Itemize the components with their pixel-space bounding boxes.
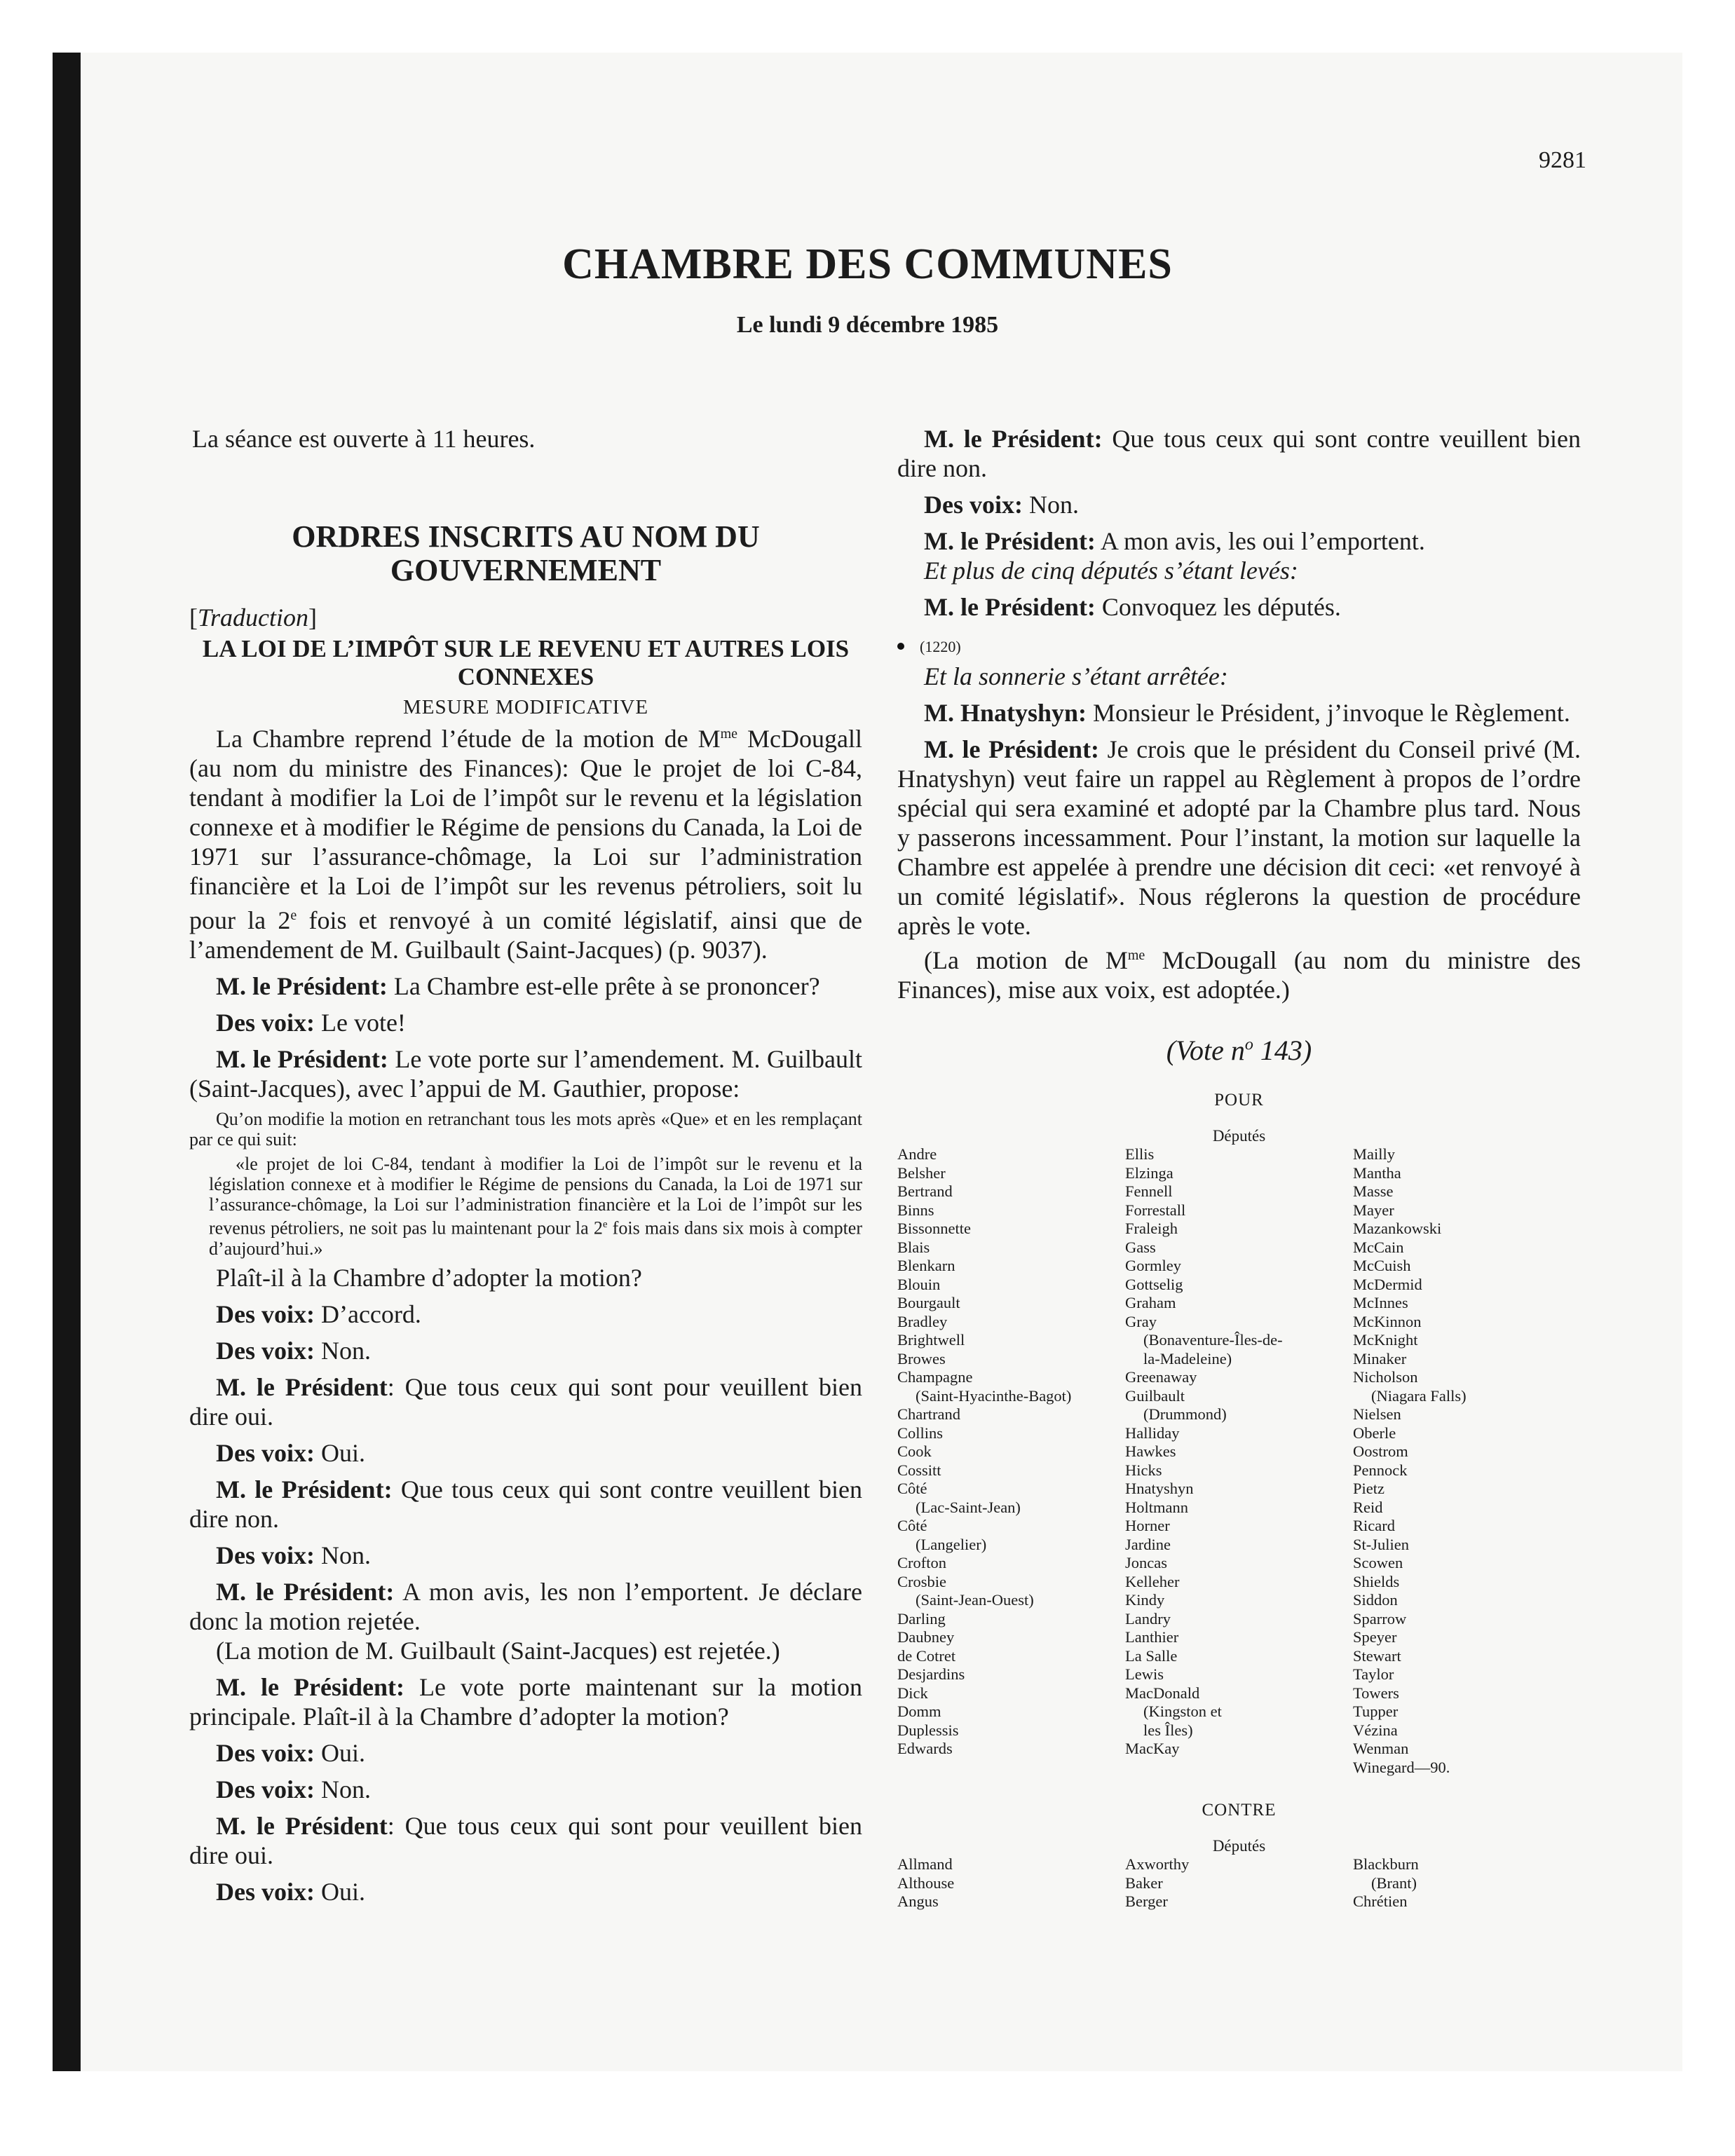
member-name: Berger: [1125, 1892, 1168, 1910]
pour-column-3: [1353, 1145, 1581, 1777]
member-name: Masse: [1353, 1182, 1394, 1200]
contre-column-1: [897, 1855, 1125, 1911]
debate-line: M. le Président: Le vote porte sur l’amendement. M. Guilbault (Saint-Jacques), avec l’appui de M. Gauthier, propose:: [189, 1045, 863, 1103]
member-name: Desjardins: [897, 1665, 965, 1683]
member-name: MacKay: [1125, 1740, 1180, 1757]
member-name: Jardine: [1125, 1535, 1171, 1553]
member-name: (Lac-Saint-Jean): [916, 1498, 1021, 1516]
timestamp: (1220): [920, 638, 961, 655]
member-name: Gormley: [1125, 1257, 1181, 1274]
member-name: (Langelier): [916, 1535, 987, 1553]
member-name: La Salle: [1125, 1646, 1178, 1665]
member-name: Graham: [1125, 1294, 1176, 1311]
member-name: Belsher: [897, 1164, 946, 1182]
member-name: (Brant): [1371, 1874, 1417, 1892]
member-name: Binns: [897, 1201, 934, 1219]
member-name: Wenman: [1353, 1740, 1409, 1757]
member-name: Scowen: [1353, 1554, 1403, 1571]
member-name: Reid: [1353, 1498, 1383, 1516]
member-name: Côté: [897, 1480, 927, 1497]
debate-line: Des voix: Non.: [924, 491, 1079, 519]
page-title: CHAMBRE DES COMMUNES: [562, 240, 1173, 288]
bullet-icon: [897, 643, 904, 650]
member-name: Holtmann: [1125, 1498, 1188, 1516]
member-name: Nielsen: [1353, 1405, 1401, 1423]
member-name: Darling: [897, 1609, 946, 1628]
member-name: Bissonnette: [897, 1220, 971, 1237]
member-name: Lewis: [1125, 1665, 1164, 1683]
member-name: Fennell: [1125, 1182, 1173, 1200]
debate-line: Des voix: Le vote!: [216, 1009, 406, 1037]
member-name: Taylor: [1353, 1665, 1394, 1683]
member-name: McCuish: [1353, 1257, 1411, 1274]
member-name: Lanthier: [1125, 1628, 1179, 1646]
member-name: (Drummond): [1143, 1405, 1227, 1423]
debate-line: Des voix: D’accord.: [216, 1299, 421, 1328]
pour-column-1: [897, 1145, 1125, 1777]
member-name: Dick: [897, 1684, 928, 1702]
pour-deputes-heading: Députés: [1212, 1127, 1266, 1145]
member-name: Cook: [897, 1442, 932, 1460]
stage-direction: Et la sonnerie s’étant arrêtée:: [924, 662, 1228, 690]
contre-heading: CONTRE: [1202, 1801, 1277, 1820]
member-name: Nicholson: [1353, 1368, 1418, 1386]
vote-title: (Vote $n^o$ 143): [1166, 1035, 1312, 1066]
debate-line: M. Hnatyshyn: Monsieur le Président, j’invoque le Règlement.: [924, 699, 1570, 727]
pour-column-2: [1125, 1145, 1353, 1777]
contre-names: [897, 1855, 1581, 1911]
member-name: Blenkarn: [897, 1257, 955, 1274]
page-number: 9281: [1539, 147, 1586, 173]
debate-line: Des voix: Non.: [216, 1336, 371, 1365]
member-name: Collins: [897, 1424, 944, 1442]
member-name: Tupper: [1353, 1703, 1399, 1720]
member-name: Halliday: [1125, 1424, 1180, 1442]
member-name: Blouin: [897, 1275, 941, 1293]
member-name: Champagne: [897, 1368, 973, 1386]
debate-line: M. le Président: Le vote porte maintenant sur la motion principale. Plaît-il à la Chambre d’adopter la motion?: [189, 1672, 862, 1731]
member-name: (Saint-Jean-Ouest): [916, 1591, 1034, 1609]
member-name: Edwards: [897, 1740, 953, 1757]
member-name: Speyer: [1353, 1628, 1397, 1646]
member-name: Mayer: [1353, 1201, 1394, 1219]
member-name: Browes: [897, 1349, 946, 1367]
member-name: MacDonald: [1125, 1684, 1200, 1702]
member-name: Pennock: [1353, 1461, 1408, 1479]
member-name: Mailly: [1353, 1145, 1395, 1163]
pour-heading: POUR: [1214, 1091, 1264, 1110]
member-name: Duplessis: [897, 1721, 959, 1739]
member-name: Bourgault: [897, 1294, 960, 1311]
amendment-result: (La motion de M. Guilbault (Saint-Jacques) est rejetée.): [216, 1636, 780, 1665]
debate-line: Des voix: Oui.: [216, 1738, 365, 1767]
member-name: Daubney: [897, 1628, 955, 1646]
adoption-question: Plaît-il à la Chambre d’adopter la motion?: [216, 1263, 642, 1292]
debate-line: Des voix: Non.: [216, 1775, 371, 1803]
motion-result: (La motion de $M^{me}$ McDougall (au nom du ministre des Finances), mise aux voix, est adoptée.): [897, 946, 1581, 1004]
debate-line: M. le Président: Que tous ceux qui sont pour veuillent bien dire oui.: [189, 1811, 862, 1869]
member-name: (Kingston et: [1143, 1703, 1222, 1720]
member-name: Axworthy: [1125, 1855, 1190, 1873]
member-name: Côté: [897, 1517, 927, 1534]
amendment-quote-text: «le projet de loi C-84, tendant à modifier la Loi de l’impôt sur le revenu et la législation connexe et à modifier le Régime de pensions du Canada, la Loi de 1971 sur l’assurance-chômage, la Loi sur l’administration financière et la Loi de l’impôt sur les revenus pétroliers, ne soit pas lu maintenant pour la 2e fois mais dans six mois à compter d’aujourd’hui.»: [209, 1154, 863, 1259]
bill-subtitle: MESURE MODIFICATIVE: [402, 696, 649, 718]
member-name: Towers: [1353, 1684, 1399, 1702]
debate-line: M. le Président: Convoquez les députés.: [924, 593, 1341, 621]
member-name: Siddon: [1353, 1591, 1398, 1609]
member-name: Kindy: [1125, 1591, 1165, 1609]
stage-direction: Et plus de cinq députés s’étant levés:: [924, 557, 1298, 585]
member-name: Hawkes: [1125, 1442, 1176, 1460]
debate-line: M. le Président: La Chambre est-elle prête à se prononcer?: [216, 972, 820, 1000]
member-name: Mantha: [1353, 1164, 1401, 1182]
debate-line: Des voix: Oui.: [216, 1877, 365, 1906]
member-name: Vézina: [1353, 1721, 1398, 1739]
member-name: McKnight: [1353, 1331, 1418, 1349]
member-name: Ellis: [1125, 1145, 1155, 1163]
member-name: Winegard—90.: [1353, 1758, 1450, 1776]
scan-edge-bar: [53, 53, 81, 2071]
member-name: McCain: [1353, 1238, 1404, 1256]
member-name: McDermid: [1353, 1275, 1422, 1293]
member-name: Crofton: [897, 1554, 946, 1571]
member-name: Baker: [1125, 1874, 1163, 1892]
member-name: Brightwell: [897, 1331, 965, 1349]
member-name: Angus: [897, 1892, 939, 1910]
member-name: la-Madeleine): [1143, 1349, 1232, 1367]
member-name: Blackburn: [1353, 1855, 1419, 1873]
member-name: McKinnon: [1353, 1312, 1422, 1330]
member-name: Forrestall: [1125, 1201, 1186, 1219]
member-name: (Niagara Falls): [1371, 1386, 1467, 1405]
member-name: (Saint-Hyacinthe-Bagot): [916, 1386, 1072, 1405]
member-name: Crosbie: [897, 1572, 946, 1590]
timestamp-line: [897, 629, 1581, 662]
member-name: Domm: [897, 1703, 941, 1720]
member-name: Fraleigh: [1125, 1220, 1178, 1237]
member-name: Cossitt: [897, 1461, 941, 1479]
contre-column-2: [1125, 1855, 1353, 1911]
member-name: Hnatyshyn: [1125, 1480, 1194, 1497]
member-name: Pietz: [1353, 1480, 1384, 1497]
member-name: Kelleher: [1125, 1572, 1180, 1590]
member-name: Althouse: [897, 1874, 955, 1892]
opening-line: La séance est ouverte à 11 heures.: [192, 425, 536, 453]
member-name: de Cotret: [897, 1646, 956, 1665]
debate-line: Des voix: Non.: [216, 1541, 371, 1569]
contre-deputes-heading: Députés: [1212, 1837, 1266, 1855]
member-name: Guilbault: [1125, 1386, 1185, 1405]
debate-line: M. le Président: Que tous ceux qui sont contre veuillent bien dire non.: [897, 425, 1581, 482]
member-name: Shields: [1353, 1572, 1400, 1590]
member-name: Sparrow: [1353, 1609, 1407, 1628]
pour-names: [897, 1145, 1581, 1777]
member-name: Oostrom: [1353, 1442, 1408, 1460]
member-name: Horner: [1125, 1517, 1170, 1534]
member-name: Andre: [897, 1145, 937, 1163]
member-name: Gass: [1125, 1238, 1156, 1256]
translation-label: Traduction: [198, 603, 309, 632]
member-name: Hicks: [1125, 1461, 1162, 1479]
member-name: Mazankowski: [1353, 1220, 1442, 1237]
amendment-quote: Qu’on modifie la motion en retranchant tous les mots après «Que» et en les remplaçant par ce qui suit:: [189, 1109, 862, 1149]
member-name: Greenaway: [1125, 1368, 1197, 1386]
member-name: Elzinga: [1125, 1164, 1173, 1182]
motion-intro: La Chambre reprend l’étude de la motion de $M^{me}$ McDougall (au nom du ministre des Finances): Que le projet de loi C-84, tendant à modifier la Loi de l’impôt sur le revenu et la législation connexe et à modifier le Régime de pensions du Canada, la Loi de 1971 sur l’assurance-chômage, la Loi sur l’administration financière et la Loi de l’impôt sur les revenus pétroliers, soit lu pour la 2e fois et renvoyé à un comité législatif, ainsi que de l’amendement de M. Guilbault (Saint-Jacques) (p. 9037).: [189, 725, 863, 964]
member-name: Bradley: [897, 1312, 948, 1330]
member-name: Minaker: [1353, 1349, 1407, 1367]
member-name: Ricard: [1353, 1517, 1395, 1534]
member-name: Allmand: [897, 1855, 953, 1873]
debate-line: M. le Président: A mon avis, les non l’emportent. Je déclare donc la motion rejetée.: [189, 1577, 863, 1635]
member-name: Blais: [897, 1238, 930, 1256]
member-name: Gray: [1125, 1312, 1157, 1330]
member-name: McInnes: [1353, 1294, 1408, 1311]
debate-line: M. le Président: A mon avis, les oui l’emportent.: [924, 527, 1425, 555]
bill-title: LA LOI DE L’IMPÔT SUR LE REVENU ET AUTRES LOIS CONNEXES: [202, 635, 850, 690]
sitting-date: Le lundi 9 décembre 1985: [736, 312, 999, 338]
debate-line: Des voix: Oui.: [216, 1438, 365, 1467]
debate-line: M. le Président: Que tous ceux qui sont contre veuillent bien dire non.: [189, 1475, 862, 1533]
contre-column-3: [1353, 1855, 1581, 1911]
member-name: Chrétien: [1353, 1892, 1408, 1910]
section-title: ORDRES INSCRITS AU NOM DU GOUVERNEMENT: [292, 519, 760, 587]
member-name: Bertrand: [897, 1182, 953, 1200]
translation-note: [Traduction]: [189, 603, 318, 632]
debate-line: M. le Président: Je crois que le président du Conseil privé (M. Hnatyshyn) veut faire un rappel au Règlement à propos de l’ordre spécial qui sera examiné et adopté par la Chambre plus tard. Nous y passerons incessamment. Pour l’instant, la motion sur laquelle la Chambre est appelée à prendre une décision dit ceci: «et renvoyé à un comité législatif». Nous réglerons la question de procédure après le vote.: [897, 735, 1581, 940]
member-name: St-Julien: [1353, 1535, 1410, 1553]
left-column: [189, 424, 862, 1906]
member-name: Stewart: [1353, 1646, 1401, 1665]
member-name: les Îles): [1143, 1721, 1193, 1739]
member-name: Landry: [1125, 1609, 1171, 1628]
debate-line: M. le Président: Que tous ceux qui sont pour veuillent bien dire oui.: [189, 1372, 862, 1431]
member-name: Oberle: [1353, 1424, 1396, 1442]
member-name: Gottselig: [1125, 1275, 1183, 1293]
member-name: Joncas: [1125, 1554, 1167, 1571]
member-name: (Bonaventure-Îles-de-: [1143, 1331, 1283, 1349]
member-name: Chartrand: [897, 1405, 960, 1423]
right-column: [897, 424, 1581, 1911]
